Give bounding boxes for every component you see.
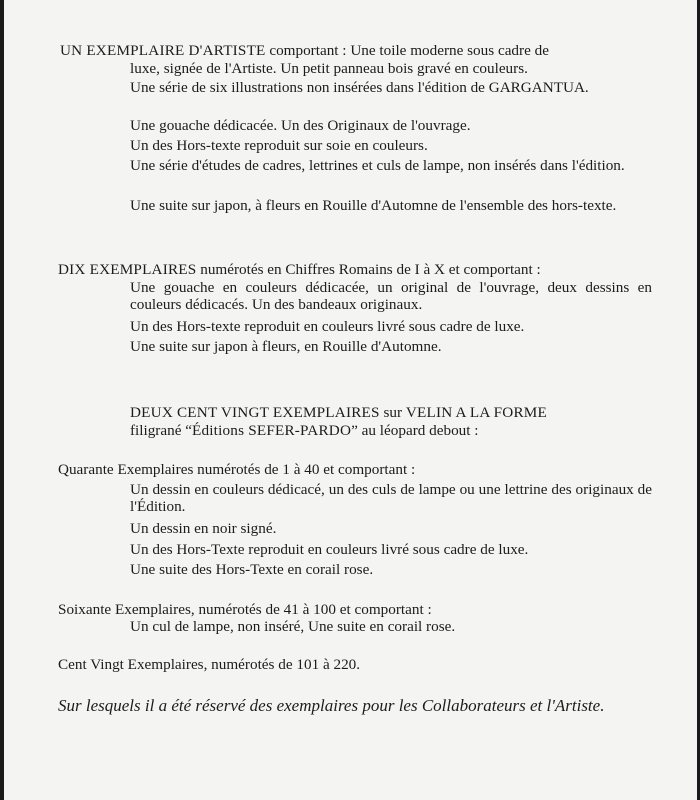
deux-cent-caps-a: DEUX CENT VINGT EXEMPLAIRES [130, 404, 380, 421]
quarante-item-3: Un des Hors-Texte reproduit en couleurs livré sous cadre de luxe. [130, 541, 529, 558]
dix-lead-rest: numérotés en Chiffres Romains de I à X et comportant : [196, 261, 541, 278]
deux-cent-caps-b: VELIN A LA FORME [405, 404, 547, 421]
artiste-lead-rest: comportant : Une toile moderne sous cadre de [265, 42, 549, 59]
artiste-lead-line2: luxe, signée de l'Artiste. Un petit panneau bois gravé en couleurs. [130, 60, 528, 77]
artiste-item-5: Une suite sur japon, à fleurs en Rouille d'Automne de l'ensemble des hors-texte. [130, 197, 617, 214]
artiste-item-1: Une série de six illustrations non insérées dans l'édition de GARGANTUA. [130, 79, 589, 96]
quarante-item-2: Un dessin en noir signé. [130, 520, 277, 537]
closing-note: Sur lesquels il a été réservé des exemplaires pour les Collaborateurs et l'Artiste. [58, 696, 605, 715]
deux-cent-line2 [130, 423, 652, 440]
soixante-lead: Soixante Exemplaires, numérotés de 41 à 100 et comportant : [58, 601, 432, 618]
deux-cent-line2-caps: Éditions SEFER-PARDO [191, 422, 352, 439]
artiste-lead [60, 43, 652, 60]
artiste-item-2: Une gouache dédicacée. Un des Originaux de l'ouvrage. [130, 117, 471, 134]
quarante-lead: Quarante Exemplaires numérotés de 1 à 40 et comportant : [58, 461, 416, 478]
artiste-item-4: Une série d'études de cadres, lettrines et culs de lampe, non insérés dans l'édition. [130, 157, 625, 174]
dix-lead-caps: DIX EXEMPLAIRES [58, 261, 197, 278]
dix-item-1: Une gouache en couleurs dédicacée, un original de l'ouvrage, deux dessins en couleurs dédicacés. Un des bandeaux originaux. [130, 279, 652, 313]
deux-cent-line2-pre: filigrané “ [130, 422, 192, 439]
soixante-item-1: Un cul de lampe, non inséré, Une suite en corail rose. [130, 618, 456, 635]
cent-vingt-lead: Cent Vingt Exemplaires, numérotés de 101 à 220. [58, 656, 361, 673]
quarante-item-4: Une suite des Hors-Texte en corail rose. [130, 561, 374, 578]
deux-cent-mid: sur [379, 404, 406, 421]
dix-lead [58, 262, 658, 279]
artiste-item-3: Un des Hors-texte reproduit sur soie en couleurs. [130, 137, 428, 154]
artiste-lead-caps: UN EXEMPLAIRE D'ARTISTE [60, 42, 266, 59]
left-page-edge [0, 0, 4, 800]
dix-item-2: Un des Hors-texte reproduit en couleurs livré sous cadre de luxe. [130, 318, 525, 335]
deux-cent-line2-post: ” au léopard debout : [351, 422, 479, 439]
quarante-item-1: Un dessin en couleurs dédicacé, un des culs de lampe ou une lettrine des originaux de l'Édition. [130, 481, 652, 515]
dix-item-3: Une suite sur japon à fleurs, en Rouille d'Automne. [130, 338, 442, 355]
deux-cent-line1 [130, 405, 652, 422]
